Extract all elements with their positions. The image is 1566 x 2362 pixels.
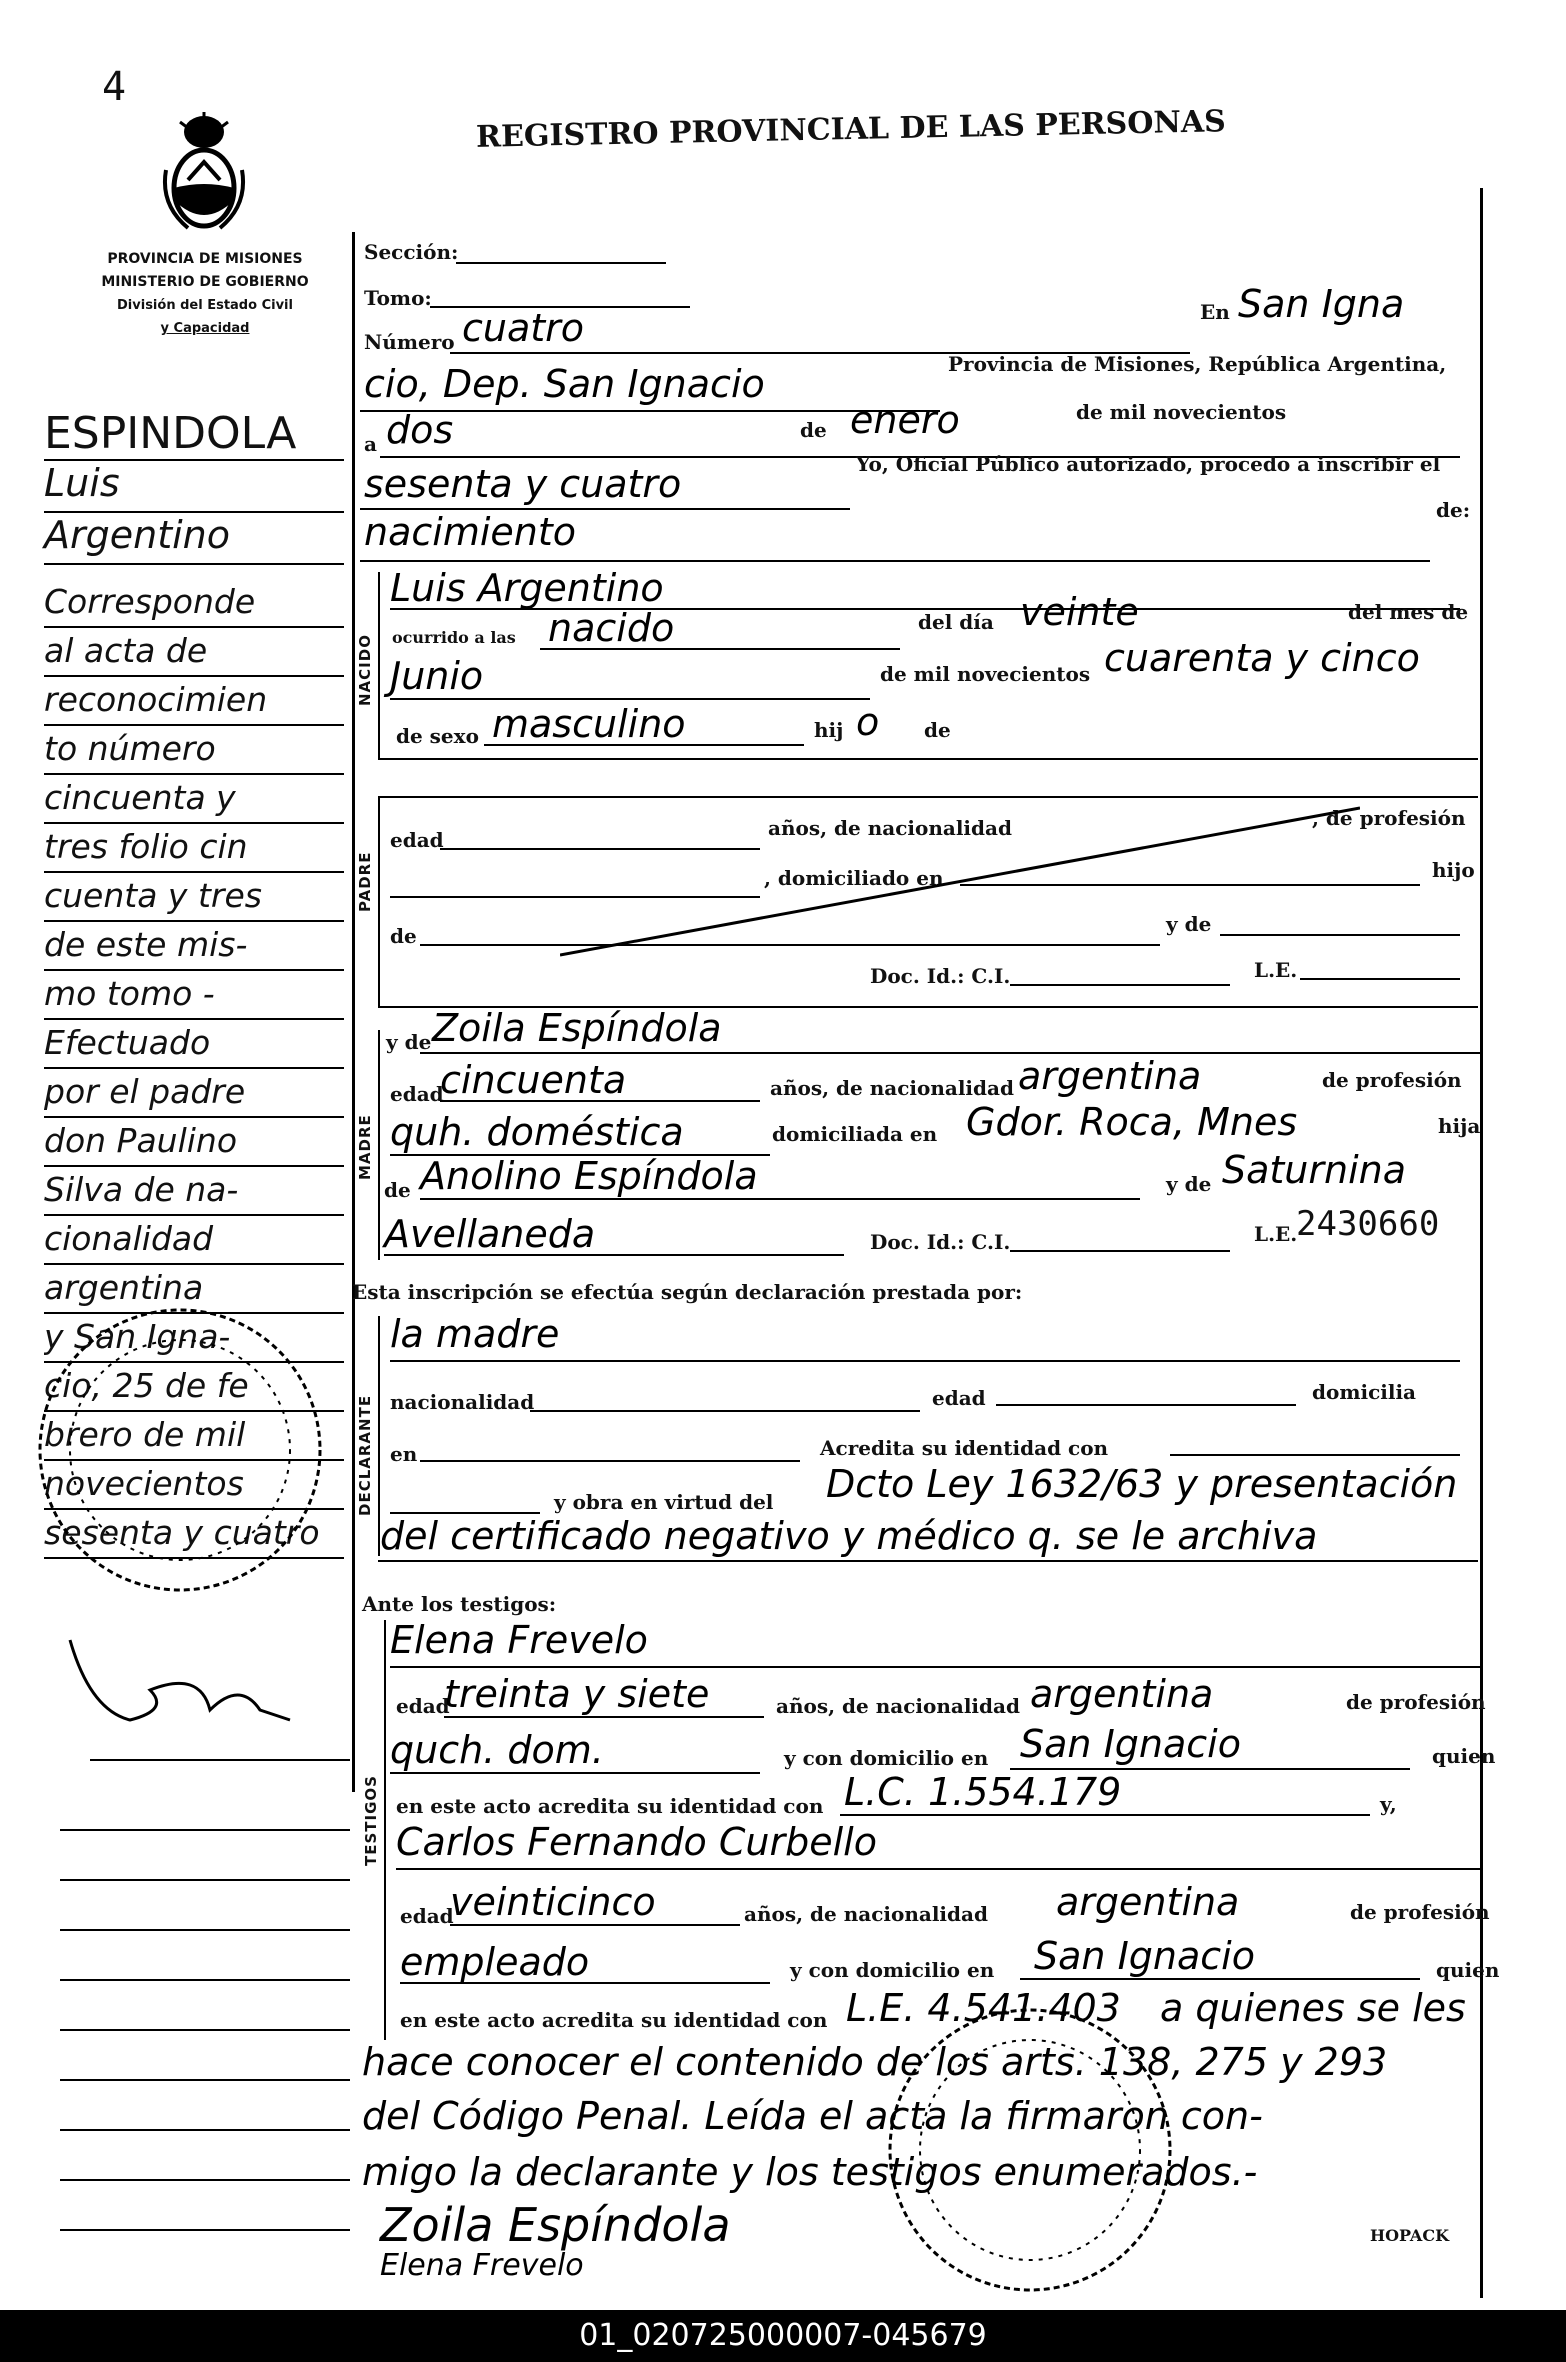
vertical-divider [352, 232, 355, 1792]
margin-note-line: cio, 25 de fe [44, 1363, 344, 1412]
margin-note-line: y San Igna- [44, 1314, 344, 1363]
testigo2-edad-label: edad [400, 1904, 454, 1928]
margin-note-line: argentina [44, 1265, 344, 1314]
testigo1-domicilio-label: y con domicilio en [784, 1746, 989, 1770]
official-seal-left [30, 1300, 330, 1600]
madre-edad-value: cincuenta [440, 1058, 627, 1102]
margin-note-line: cionalidad [44, 1216, 344, 1265]
official-seal-bottom [880, 2000, 1180, 2300]
margin-note-line: por el padre [44, 1069, 344, 1118]
margin-name-2: Argentino [44, 513, 344, 565]
oficial-label: Yo, Oficial Público autorizado, procedo a inscribir el [856, 452, 1441, 476]
margin-name-1: Luis [44, 461, 344, 513]
padre-nacionalidad-label: años, de nacionalidad [768, 816, 1012, 840]
sexo-value: masculino [492, 702, 686, 746]
sexo-label: de sexo [396, 724, 479, 748]
testigo2-profesion-value: empleado [400, 1940, 590, 1984]
stamp-text: HOPACK [1370, 2226, 1449, 2245]
hij-value: o [856, 700, 880, 744]
anio-value: sesenta y cuatro [364, 462, 682, 506]
del-mes-label: del mes de [1348, 600, 1469, 624]
page-number: 4 [102, 64, 127, 110]
testigo1-quien-label: quien [1432, 1744, 1496, 1768]
testigo1-nacionalidad-label: años, de nacionalidad [776, 1694, 1020, 1718]
margin-signature-and-lines [30, 1600, 360, 2300]
numero-label: Número [364, 330, 455, 354]
margin-note-line: cuenta y tres [44, 873, 344, 922]
madre-edad-label: edad [390, 1082, 444, 1106]
padre-profesion-label: , de profesión [1312, 806, 1466, 830]
dia-nacimiento-value: veinte [1020, 590, 1139, 634]
testigos-section-label: TESTIGOS [362, 1775, 380, 1866]
testigo2-profesion-label: de profesión [1350, 1900, 1490, 1924]
testigo1-edad-value: treinta y siete [444, 1672, 710, 1716]
madre-profesion-value: quh. doméstica [390, 1110, 684, 1154]
margin-note-line: sesenta y cuatro [44, 1510, 344, 1559]
closing-line3: del Código Penal. Leída el acta la firmaron con- [362, 2094, 1263, 2138]
madre-domicilio-value: Gdor. Roca, Mnes [966, 1100, 1298, 1144]
testigo2-quien-label: quien [1436, 1958, 1500, 1982]
margin-note-line: de este mis- [44, 922, 344, 971]
margin-note-line: Corresponde [44, 579, 344, 628]
madre-nacionalidad-label: años, de nacionalidad [770, 1076, 1014, 1100]
testigo2-doc-value: L.E. 4.541.403 [846, 1986, 1121, 2030]
madre-profesion-label: de profesión [1322, 1068, 1462, 1092]
madre-y-de-label: y de [386, 1030, 432, 1054]
page-title: REGISTRO PROVINCIAL DE LAS PERSONAS [475, 104, 1227, 155]
padre-de-label: de [390, 924, 417, 948]
testigo2-domicilio-label: y con domicilio en [790, 1958, 995, 1982]
madre-de-label: de [384, 1178, 411, 1202]
provincia-label: Provincia de Misiones, República Argentina, [948, 352, 1447, 376]
margin-note-line: tres folio cin [44, 824, 344, 873]
testigo2-acredita-label: en este acto acredita su identidad con [400, 2008, 828, 2032]
testigo1-edad-label: edad [396, 1694, 450, 1718]
seccion-label: Sección: [364, 240, 459, 264]
madre-y-de2-label: y de [1166, 1172, 1212, 1196]
declarante-nacionalidad-label: nacionalidad [390, 1390, 535, 1414]
padre-y-de-label: y de [1166, 912, 1212, 936]
madre-hija-label: hija [1438, 1114, 1481, 1138]
ocurrido-label: ocurrido a las [392, 628, 516, 647]
place-value: cio, Dep. San Ignacio [364, 362, 765, 406]
dia-value: dos [386, 408, 454, 452]
declarante-obra-label: y obra en virtud del [554, 1490, 774, 1514]
madre-madre-value2: Avellaneda [384, 1212, 596, 1256]
testigos-intro: Ante los testigos: [362, 1592, 557, 1616]
padre-crossout-line [560, 800, 1360, 960]
nacido-de-label: de [924, 718, 951, 742]
de-label: de [800, 418, 827, 442]
declarante-domicilia-label: domicilia [1312, 1380, 1417, 1404]
madre-domiciliada-label: domiciliada en [772, 1122, 938, 1146]
testigo1-nacionalidad-value: argentina [1030, 1672, 1214, 1716]
testigo2-nacionalidad-label: años, de nacionalidad [744, 1902, 988, 1926]
agency-province: PROVINCIA DE MISIONES [107, 251, 303, 267]
hij-label: hij [814, 718, 844, 742]
numero-value: cuatro [462, 306, 585, 350]
padre-domiciliado-label: , domiciliado en [764, 866, 944, 890]
novecientos-nacimiento-label: de mil novecientos [880, 662, 1091, 686]
closing-line4: migo la declarante y los testigos enumerados.- [362, 2150, 1258, 2194]
testigo2-domicilio-value: San Ignacio [1034, 1934, 1255, 1978]
agency-ministry: MINISTERIO DE GOBIERNO [101, 274, 309, 290]
agency-division: División del Estado Civil [117, 298, 293, 313]
madre-nacionalidad-value: argentina [1018, 1054, 1202, 1098]
margin-note-line: al acta de [44, 628, 344, 677]
document-id-footer: 01_020725000007-045679 [0, 2310, 1566, 2362]
margin-note-line: brero de mil [44, 1412, 344, 1461]
testigo1-doc-value: L.C. 1.554.179 [844, 1770, 1122, 1814]
declarante-edad-label: edad [932, 1386, 986, 1410]
mes-value: enero [850, 398, 960, 442]
agency-capacity: y Capacidad [160, 321, 250, 336]
closing-line1: a quienes se les [1160, 1986, 1466, 2030]
closing-line2: hace conocer el contenido de los arts. 138, 275 y 293 [362, 2040, 1388, 2084]
testigo1-y-label: y, [1380, 1792, 1397, 1816]
declarante-acredita-label: Acredita su identidad con [820, 1436, 1109, 1460]
padre-section-label: PADRE [356, 851, 374, 912]
padre-doc-label: Doc. Id.: C.I. [870, 964, 1011, 988]
declarante-obra-value2: del certificado negativo y médico q. se le archiva [380, 1514, 1318, 1558]
en-value: San Igna [1238, 282, 1405, 326]
nacido-section-label: NACIDO [356, 634, 374, 706]
de-end-label: de: [1436, 498, 1471, 522]
madre-le-label: L.E. [1254, 1222, 1298, 1246]
declarante-obra-value: Dcto Ley 1632/63 y presentación [826, 1462, 1458, 1506]
madre-section-label: MADRE [356, 1114, 374, 1180]
margin-note-line: to número [44, 726, 344, 775]
novecientos-label: de mil novecientos [1076, 400, 1287, 424]
declarante-intro: Esta inscripción se efectúa según declaración prestada por: [352, 1280, 1023, 1304]
declarante-en-label: en [390, 1442, 418, 1466]
margin-note-line: Efectuado [44, 1020, 344, 1069]
padre-hijo-label: hijo [1432, 858, 1475, 882]
acto-value: nacimiento [364, 510, 577, 554]
signature-declarante: Zoila Espíndola [380, 2198, 731, 2252]
testigo2-nacionalidad-value: argentina [1056, 1880, 1240, 1924]
coat-of-arms-emblem [158, 110, 250, 236]
testigo1-acredita-label: en este acto acredita su identidad con [396, 1794, 824, 1818]
nacido-nombre: Luis Argentino [390, 566, 664, 610]
anio-nacimiento-value: cuarenta y cinco [1104, 636, 1420, 680]
testigo2-name: Carlos Fernando Curbello [396, 1820, 877, 1864]
padre-le-label: L.E. [1254, 958, 1298, 982]
padre-edad-label: edad [390, 828, 444, 852]
tomo-label: Tomo: [364, 286, 432, 310]
madre-madre-value: Saturnina [1222, 1148, 1407, 1192]
margin-note-line: don Paulino [44, 1118, 344, 1167]
testigo1-domicilio-value: San Ignacio [1020, 1722, 1241, 1766]
margin-note-line: reconocimien [44, 677, 344, 726]
madre-padre-value: Anolino Espíndola [420, 1154, 758, 1198]
madre-nombre: Zoila Espíndola [432, 1006, 722, 1050]
declarante-section-label: DECLARANTE [356, 1394, 374, 1516]
madre-doc-label: Doc. Id.: C.I. [870, 1230, 1011, 1254]
testigo2-edad-value: veinticinco [450, 1880, 656, 1924]
margin-note-line: cincuenta y [44, 775, 344, 824]
testigo1-profesion-value: quch. dom. [390, 1728, 604, 1772]
margin-note-line: Silva de na- [44, 1167, 344, 1216]
margin-note-line: mo tomo - [44, 971, 344, 1020]
a-label: a [364, 432, 377, 456]
margin-note-line: novecientos [44, 1461, 344, 1510]
testigo1-name: Elena Frevelo [390, 1618, 648, 1662]
ocurrido-value: nacido [548, 606, 675, 650]
declarante-value: la madre [390, 1312, 560, 1356]
testigo1-profesion-label: de profesión [1346, 1690, 1486, 1714]
margin-surname: ESPINDOLA [44, 408, 344, 461]
madre-le-value: 2430660 [1296, 1204, 1440, 1244]
en-label: En [1200, 300, 1230, 324]
del-dia-label: del día [918, 610, 994, 634]
signature-testigo: Elena Frevelo [380, 2248, 584, 2283]
mes-nacimiento-value: Junio [390, 654, 484, 698]
